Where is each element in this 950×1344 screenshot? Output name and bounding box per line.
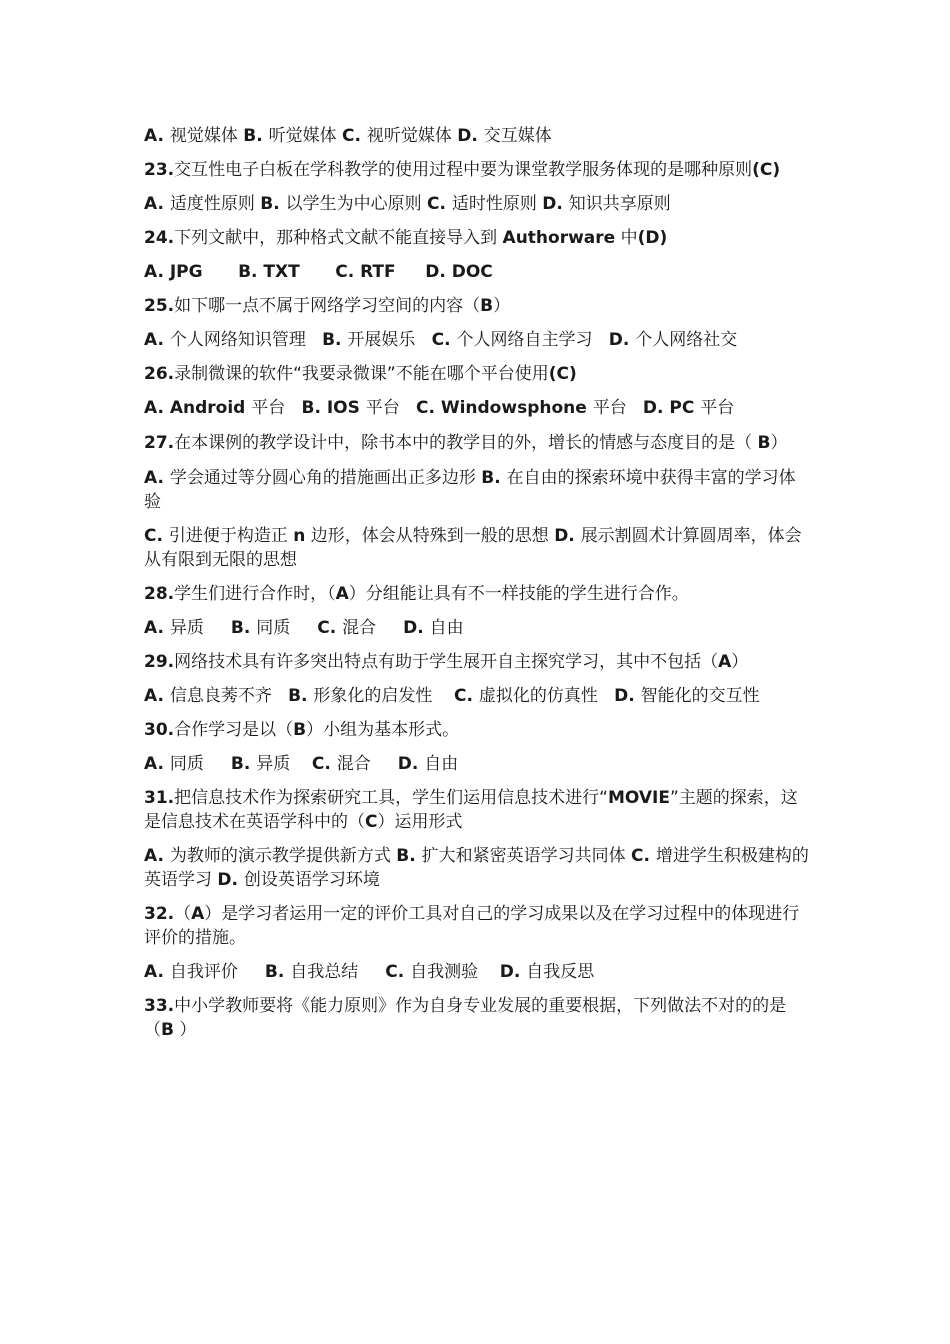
bold-text: 30.	[144, 720, 175, 740]
text: 自由	[424, 754, 459, 774]
paragraph	[144, 158, 810, 182]
text: 平台	[251, 398, 302, 418]
bold-text: D.	[457, 126, 484, 146]
text: 交互性电子白板在学科教学的使用过程中要为课堂教学服务体现的是哪种原则	[174, 160, 753, 180]
text: 交互媒体	[483, 126, 552, 146]
bold-text: B.	[230, 754, 257, 774]
bold-text: C.	[385, 962, 411, 982]
bold-text: B.	[230, 618, 257, 638]
paragraph	[144, 192, 810, 216]
paragraph	[144, 844, 810, 892]
text: 扩大和紧密英语学习共同体	[421, 846, 632, 866]
bold-text: A.	[144, 468, 170, 488]
text: 学会通过等分圆心角的措施画出正多边形	[169, 468, 482, 488]
text: 自我总结	[290, 962, 386, 982]
paragraph	[144, 650, 810, 674]
paragraph	[144, 994, 810, 1042]
text: 在本课例的教学设计中，除书本中的教学目的外，增长的情感与态度目的是（	[174, 433, 758, 453]
text: ）	[731, 652, 749, 672]
bold-text: A.	[144, 618, 170, 638]
text: 以学生为中心原则	[285, 194, 428, 214]
text: 平台	[700, 398, 735, 418]
text: 混合	[342, 618, 404, 638]
bold-text: B.	[243, 126, 269, 146]
text: （	[174, 904, 192, 924]
text: 视听觉媒体	[366, 126, 458, 146]
text: 同质	[169, 754, 231, 774]
bold-text: A.	[144, 194, 170, 214]
text: ）运用形式	[377, 812, 463, 832]
paragraph	[144, 260, 810, 284]
text: 自我评价	[169, 962, 265, 982]
text: 自由	[429, 618, 464, 638]
text: 平台	[365, 398, 416, 418]
text: 听觉媒体	[268, 126, 343, 146]
text: 个人网络知识管理	[169, 330, 323, 350]
bold-text: 32.	[144, 904, 175, 924]
text: 异质	[256, 754, 312, 774]
bold-text: C.	[631, 846, 656, 866]
bold-text: D.	[397, 754, 425, 774]
bold-text: B. IOS	[301, 398, 366, 418]
text: 视觉媒体	[169, 126, 244, 146]
bold-text: 29.	[144, 652, 175, 672]
text: 知识共享原则	[568, 194, 671, 214]
bold-text: A	[335, 584, 349, 604]
text: 中小学教师要将《能力原则》作为自身专业发展的重要根据，下列做法不对的的是（	[144, 996, 787, 1040]
bold-text: MOVIE	[607, 788, 670, 808]
bold-text: 33.	[144, 996, 175, 1016]
text: 自我测验	[410, 962, 500, 982]
text: 混合	[336, 754, 398, 774]
bold-text: C.	[454, 686, 479, 706]
text: ）小组为基本形式。	[306, 720, 460, 740]
bold-text: D.	[403, 618, 430, 638]
text: 网络技术具有许多突出特点有助于学生展开自主探究学习，其中不包括（	[174, 652, 719, 672]
bold-text: 28.	[144, 584, 175, 604]
bold-text: A	[718, 652, 732, 672]
bold-text: C.	[144, 526, 169, 546]
text: 边形，体会从特殊到一般的思想	[305, 526, 555, 546]
bold-text: C.	[431, 330, 457, 350]
bold-text: A.	[144, 686, 170, 706]
bold-text: B	[293, 720, 307, 740]
bold-text: A.	[144, 754, 170, 774]
bold-text: C.	[427, 194, 452, 214]
text: 个人网络社交	[635, 330, 738, 350]
paragraph	[144, 902, 810, 950]
bold-text: A.	[144, 846, 170, 866]
text: 异质	[169, 618, 231, 638]
paragraph	[144, 582, 810, 606]
text: ）	[493, 296, 511, 316]
text: 自我反思	[526, 962, 595, 982]
paragraph	[144, 718, 810, 742]
bold-text: B.	[260, 194, 286, 214]
text: 智能化的交互性	[640, 686, 760, 706]
bold-text: 24.	[144, 228, 175, 248]
text: 增进学生积极建构的英语学习	[144, 846, 809, 890]
paragraph	[144, 466, 810, 514]
text: 适度性原则	[169, 194, 261, 214]
bold-text: C. Windowsphone	[415, 398, 593, 418]
bold-text: 26.	[144, 364, 175, 384]
bold-text: 31.	[144, 788, 175, 808]
text: 适时性原则	[451, 194, 543, 214]
paragraph	[144, 786, 810, 834]
text: ）分组能让具有不一样技能的学生进行合作。	[348, 584, 689, 604]
bold-text: B.	[481, 468, 507, 488]
bold-text: B	[480, 296, 494, 316]
bold-text: A.	[144, 126, 170, 146]
bold-text: C.	[311, 754, 337, 774]
bold-text: B.	[264, 962, 291, 982]
bold-text: D.	[608, 330, 636, 350]
bold-text: B.	[396, 846, 422, 866]
text: 引进便于构造正	[168, 526, 294, 546]
question-list	[144, 124, 810, 1052]
bold-text: D. PC	[642, 398, 701, 418]
bold-text: A. Android	[144, 398, 252, 418]
paragraph	[144, 960, 810, 984]
text: 创设英语学习环境	[243, 870, 380, 890]
paragraph	[144, 226, 810, 250]
bold-text: D.	[542, 194, 569, 214]
text: 合作学习是以（	[174, 720, 294, 740]
text: ）	[770, 433, 788, 453]
paragraph	[144, 328, 810, 352]
paragraph	[144, 396, 810, 420]
text: 开展娱乐	[347, 330, 432, 350]
bold-text: 27.	[144, 433, 175, 453]
text: 平台	[592, 398, 643, 418]
bold-text: n	[293, 526, 306, 546]
bold-text: A.	[144, 962, 170, 982]
paragraph	[144, 684, 810, 708]
text: 形象化的启发性	[313, 686, 455, 706]
bold-text: (D)	[637, 228, 668, 248]
paragraph	[144, 362, 810, 386]
text: ）是学习者运用一定的评价工具对自己的学习成果以及在学习过程中的体现进行评价的措施。	[144, 904, 800, 948]
bold-text: D.	[554, 526, 581, 546]
bold-text: 25.	[144, 296, 175, 316]
bold-text: C.	[317, 618, 343, 638]
text: 下列文献中，那种格式文献不能直接导入到	[174, 228, 503, 248]
bold-text: (C)	[548, 364, 577, 384]
paragraph	[144, 294, 810, 318]
text: ）	[173, 1020, 197, 1040]
text: 个人网络自主学习	[456, 330, 609, 350]
bold-text: Authorware	[502, 228, 616, 248]
bold-text: A	[191, 904, 205, 924]
bold-text: A.	[144, 330, 170, 350]
text: 同质	[256, 618, 318, 638]
bold-text: D.	[614, 686, 641, 706]
bold-text: B.	[322, 330, 348, 350]
text: 在自由的探索环境中获得丰富的学习体验	[144, 468, 796, 512]
bold-text: A. JPG B. TXT C. RTF D. DOC	[144, 262, 493, 282]
text: 录制微课的软件“我要录微课”不能在哪个平台使用	[174, 364, 549, 384]
text: ”主题的探索，这是信息技术在英语学科中的（	[144, 788, 798, 832]
text: 如下哪一点不属于网络学习空间的内容（	[174, 296, 481, 316]
text: 信息良莠不齐	[169, 686, 289, 706]
text: 学生们进行合作时，（	[174, 584, 336, 604]
bold-text: B	[161, 1020, 174, 1040]
paragraph	[144, 124, 810, 148]
bold-text: 23.	[144, 160, 175, 180]
text: 展示割圆术计算圆周率，体会从有限到无限的思想	[144, 526, 802, 570]
bold-text: B.	[288, 686, 314, 706]
paragraph	[144, 424, 810, 462]
bold-text: C.	[342, 126, 367, 146]
text: 中	[615, 228, 638, 248]
paragraph	[144, 524, 810, 572]
bold-text: (C)	[752, 160, 781, 180]
bold-text: B	[757, 433, 771, 453]
paragraph	[144, 752, 810, 776]
bold-text: C	[365, 812, 378, 832]
bold-text: D.	[217, 870, 244, 890]
text: 虚拟化的仿真性	[478, 686, 615, 706]
text: 为教师的演示教学提供新方式	[169, 846, 397, 866]
bold-text: D.	[499, 962, 527, 982]
text: 把信息技术作为探索研究工具，学生们运用信息技术进行“	[174, 788, 608, 808]
paragraph	[144, 616, 810, 640]
